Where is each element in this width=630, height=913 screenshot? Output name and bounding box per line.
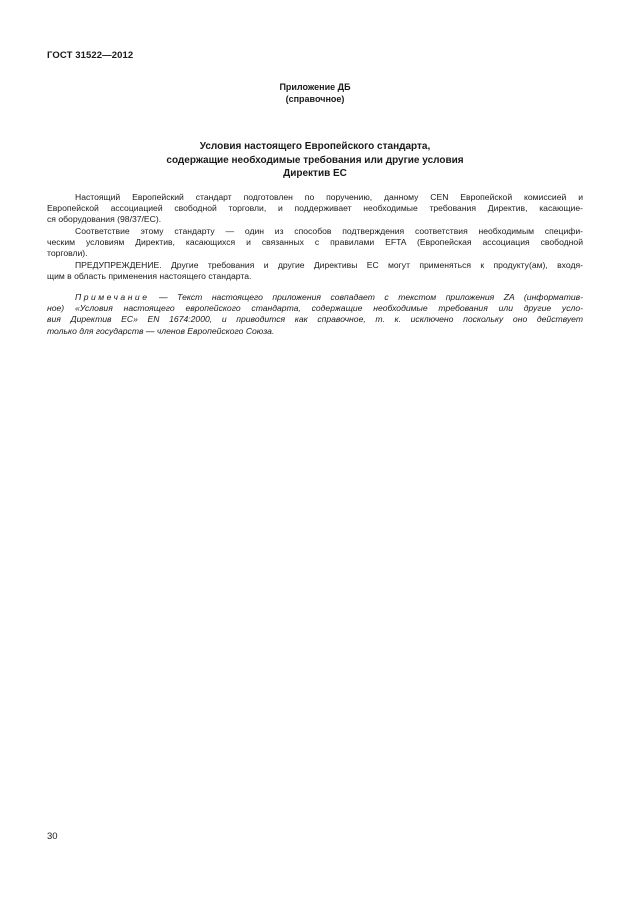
standard-designation: ГОСТ 31522—2012 xyxy=(47,50,134,61)
text-line: щим в область применения настоящего стандарта. xyxy=(47,271,252,282)
paragraph-warning xyxy=(47,260,583,282)
note-text: — Текст настоящего приложения совпадает с текстом приложения ZA (информатив- xyxy=(149,292,583,302)
annex-title-line-1: Условия настоящего Европейского стандарта, xyxy=(199,141,431,152)
note-line-3: вия Директив ЕС» EN 1674:2000, и приводится как справочное, т. к. исключено поскольку оно действует xyxy=(47,314,583,325)
text-line: Настоящий Европейский стандарт подготовлен по поручению, данному CEN Европейской комиссией и xyxy=(75,192,583,202)
note-label: Примечание xyxy=(75,292,150,302)
text-line: Соответствие этому стандарту — один из способов подтверждения соответствия необходимым специфи- xyxy=(75,226,583,236)
annex-type: (справочное) xyxy=(285,94,345,104)
note-line-2: ное) «Условия настоящего европейского стандарта, содержащие необходимые требования или другие усло- xyxy=(47,303,583,314)
note-line-4: только для государств — членов Европейского Союза. xyxy=(47,325,275,336)
annex-label: Приложение ДБ xyxy=(279,82,351,92)
annex-title xyxy=(47,140,583,181)
annex-title-line-3: Директив ЕС xyxy=(283,168,347,179)
note-block xyxy=(47,292,583,337)
page-number: 30 xyxy=(47,831,58,842)
paragraph-mandate xyxy=(47,192,583,226)
note-line-1 xyxy=(47,292,583,303)
annex-heading xyxy=(47,81,583,105)
text-line: ческим условиям Директив, касающихся и связанных с правилами EFTA (Европейская ассоциация свободной xyxy=(47,237,583,248)
paragraph-conformity xyxy=(47,226,583,260)
text-line: ПРЕДУПРЕЖДЕНИЕ. Другие требования и другие Директивы ЕС могут применяться к продукту(ам), входя- xyxy=(75,260,583,270)
text-line: торговли). xyxy=(47,248,88,259)
text-line: ся оборудования (98/37/ЕС). xyxy=(47,214,162,225)
annex-title-line-2: содержащие необходимые требования или другие условия xyxy=(166,154,464,166)
text-line: Европейской ассоциацией свободной торговли, и поддерживает необходимые требования Директив, касающие- xyxy=(47,203,583,214)
